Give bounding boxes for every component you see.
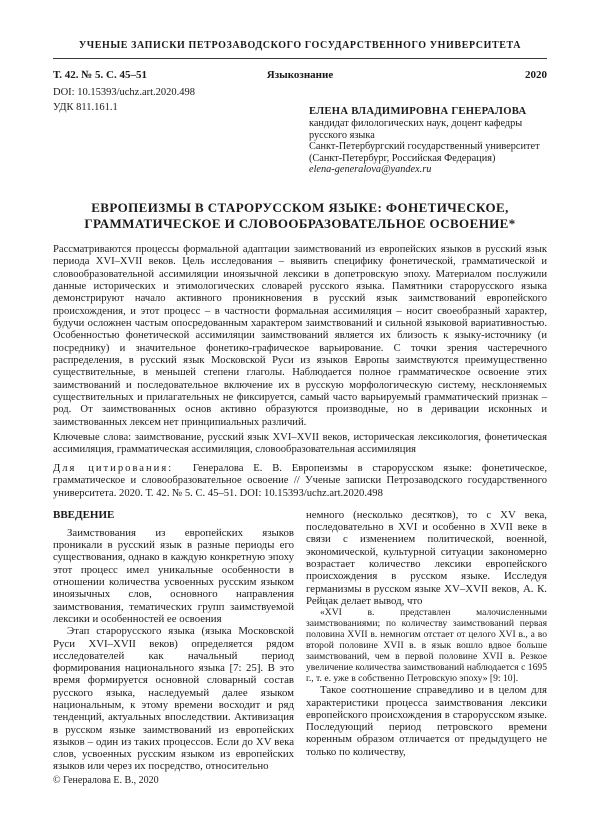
meta-author-row [53,86,547,176]
left-column [53,509,294,773]
udc: УДК 811.161.1 [53,101,118,113]
volume-row [53,69,547,82]
intro-heading: ВВЕДЕНИЕ [53,508,115,521]
author-block [309,105,547,176]
journal-title: УЧЕНЫЕ ЗАПИСКИ ПЕТРОЗАВОДСКОГО ГОСУДАРСТВЕННОГО УНИВЕРСИТЕТА [78,40,522,51]
keywords-label: Ключевые слова: [53,432,132,444]
body-paragraph: Заимствования из европейских языков проникали в русский язык в разные периоды его существования, однако в каждую конкретную эпоху этот процесс имел уникальные особенности в отношении количества усвоенных русским языком иноязычных слов, основного направления заимствования, тематических групп заимствуемой лексики и особенностей ее освоения [53,526,294,625]
body-paragraph: Такое соотношение справедливо и в целом для характеристики процесса заимствования лексики европейского происхождения в старорусском языке. Последующий период петровского времени коренным образом отличается от предыдущего не только по количеству, [306,684,547,758]
body-paragraph: Этап старорусского языка (языка Московской Руси XVI–XVII веков) определяется рядом исследователей как начальный период формирования национального языка [7: 25]. В это время формируется основной словарный состав русского языка, наследуемый далее языком национальным, к этому времени восходит и ряд тенденций, актуальных впоследствии. Активизация в русском языке заимствований из европейских языков – один из таких процессов. Если до XV века слов, усвоенных русским языком из европейских языков или через их посредство, относительно [53,625,294,773]
author-affiliation: Санкт-Петербургский государственный университет [309,141,540,153]
citation-block [53,463,547,500]
copyright-notice: © Генералова Е. В., 2020 [53,775,159,786]
article-title-line2: ГРАММАТИЧЕСКОЕ И СЛОВООБРАЗОВАТЕЛЬНОЕ ОСВОЕНИЕ* [84,216,516,232]
body-columns [53,509,547,773]
doi: DOI: 10.15393/uchz.art.2020.498 [53,87,196,98]
citation-text: Генералова Е. В. Европеизмы в старорусском языке: фонетическое, грамматическое и словообразовательное освоение // Ученые записки Петрозаводского государственного университета. 2020. Т. 42. № 5. С. 45–51. DOI: 10.15393/uchz.art.2020.498 [53,462,547,499]
volume-info: Т. 42. № 5. С. 45–51 [53,69,147,81]
right-column [306,509,547,773]
keywords-block [53,432,547,457]
author-email: elena-generalova@yandex.ru [309,164,432,176]
author-location: (Санкт-Петербург, Российская Федерация) [309,152,496,164]
keywords-text: заимствование, русский язык XVI–XVII веков, историческая лексикология, фонетическая ассимиляция, грамматическая ассимиляция, словообразовательная ассимиляция [53,432,548,456]
header-rule [53,58,547,59]
citation-label: Для цитирования: [53,462,174,474]
year-label: 2020 [525,69,548,81]
article-meta [53,86,309,115]
article-title [53,200,547,233]
body-paragraph: немного (несколько десятков), то с XV века, последовательно в XVI и особенно в XVII веке в связи с изменением политической, военной, экономической, культурной ситуации закономерно возрастает количество лексики европейского происхождения в русском языке. Исследуя германизмы в русском языке XV–XVII веков, А. К. Рейцак делает вывод, что [306,508,547,607]
block-quote: «XVI в. представлен малочисленными заимствованиями; по количеству заимствований первая половина XVII в. немногим отстает от целого XVI в., а во второй половине XVII в. в язык вошло вдвое больше заимствований, чем в первой половине XVII в. Резкое увеличение количества заимствований наблюдается с 1695 г., т. е. уже в собственно Петровскую эпоху» [9: 10]. [306,607,547,685]
author-name: ЕЛЕНА ВЛАДИМИРОВНА ГЕНЕРАЛОВА [309,106,527,117]
author-degree: кандидат филологических наук, доцент кафедры русского языка [309,118,523,141]
section-label: Языкознание [266,69,334,81]
article-title-line1: ЕВРОПЕИЗМЫ В СТАРОРУССКОМ ЯЗЫКЕ: ФОНЕТИЧЕСКОЕ, [91,199,509,215]
abstract-text: Рассматриваются процессы формальной адаптации заимствований из европейских языков в русский язык периода XVI–XVII веков. Цель исследования – выявить специфику фонетической, грамматической и словообразовательной ассимиляции иноязычной лексики в допетровскую эпоху. Материалом послужили данные исторических и этимологических словарей русского языка. Памятники старорусского языка демонстрируют начало активного проникновения в русский язык заимствований европейского происхождения, и этот процесс – в частности формальная ассимиляция – носит своеобразный характер, будучи осложнен частым опосредованным характером заимствований и сильной языковой вариативностью. Особенностью фонетической ассимиляции заимствований является их близость к языку-источнику (и посреднику) и значительное фонетико-графическое варьирование. С точки зрения частеречного распределения, в русский язык Московской Руси из языков Европы заимствуются преимущественно существительные, в меньшей степени глаголы. Наблюдается полное грамматическое освоение этих заимствований и последовательное включение их в русскую морфологическую систему, несклоняемых существительных и прилагательных не фиксируется, самый часто варьируемый грамматический признак – род. От заимствованных основ активно образуются производные, но в деривации исконных и заимствованных лексем нет принципиальных различий. [53,243,547,428]
